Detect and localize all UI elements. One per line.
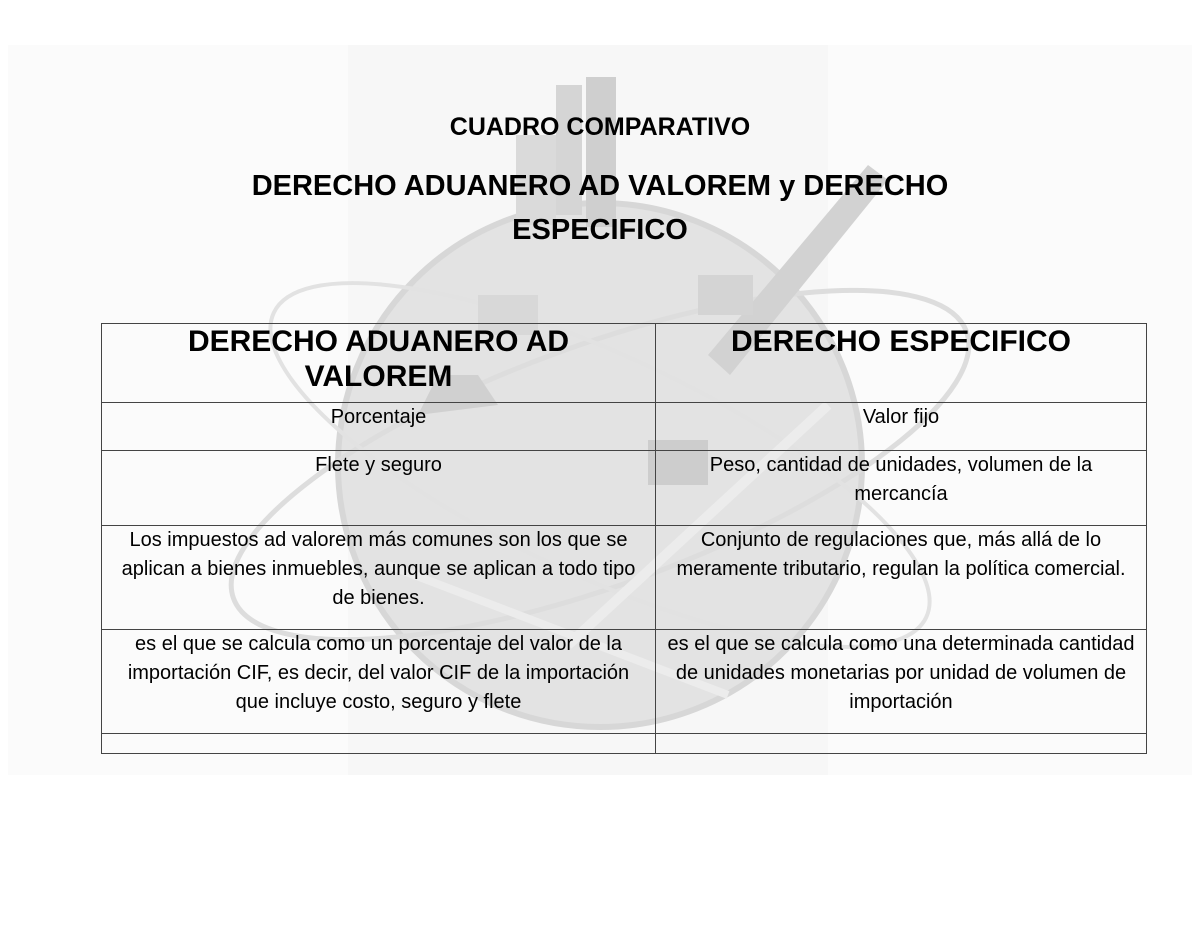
table-header-ad-valorem: DERECHO ADUANERO AD VALOREM: [102, 324, 656, 403]
table-cell: [102, 734, 656, 754]
table-row: [102, 526, 1147, 630]
document-subtitle: DERECHO ADUANERO AD VALOREM y DERECHO ESPECIFICO: [251, 170, 949, 246]
table-row-empty: [102, 734, 1147, 754]
table-cell: Valor fijo: [656, 403, 1147, 451]
comparison-table: [101, 323, 1147, 754]
table-cell: [656, 734, 1147, 754]
table-cell: Porcentaje: [102, 403, 656, 451]
table-header-especifico: DERECHO ESPECIFICO: [656, 324, 1147, 403]
table-cell: es el que se calcula como una determinada cantidad de unidades monetarias por unidad de volumen de importación: [656, 630, 1147, 734]
table-header-row: [102, 324, 1147, 403]
table-cell: Peso, cantidad de unidades, volumen de la mercancía: [656, 451, 1147, 526]
table-cell: es el que se calcula como un porcentaje del valor de la importación CIF, es decir, del valor CIF de la importación que incluye costo, seguro y flete: [102, 630, 656, 734]
table-cell: Los impuestos ad valorem más comunes son los que se aplican a bienes inmuebles, aunque se aplican a todo tipo de bienes.: [102, 526, 656, 630]
table-cell: Conjunto de regulaciones que, más allá de lo meramente tributario, regulan la política comercial.: [656, 526, 1147, 630]
table-row: [102, 630, 1147, 734]
table-cell: Flete y seguro: [102, 451, 656, 526]
table-row: [102, 451, 1147, 526]
document-title: CUADRO COMPARATIVO: [449, 113, 751, 141]
table-row: [102, 403, 1147, 451]
